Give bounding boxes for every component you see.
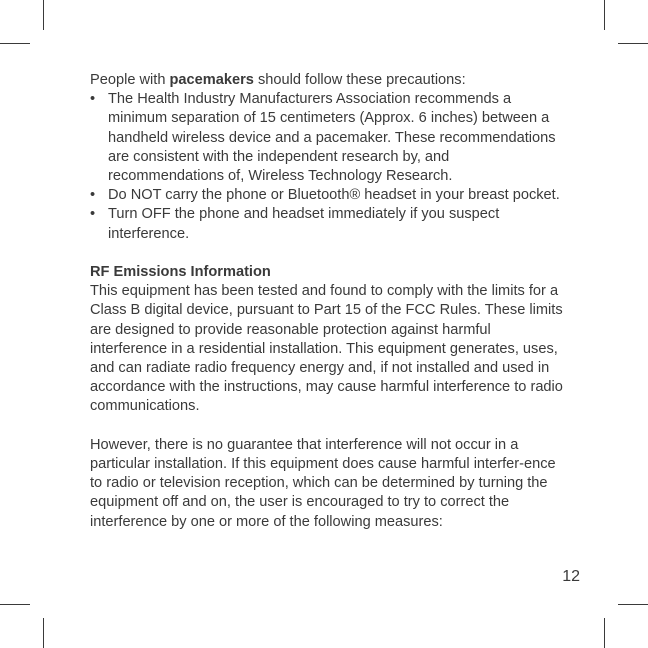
- crop-mark-bottom-left-horizontal: [0, 604, 30, 605]
- list-item-text: Do NOT carry the phone or Bluetooth® headset in your breast pocket.: [108, 187, 560, 204]
- intro-bold-term: pacemakers: [169, 72, 254, 88]
- page-number: 12: [562, 568, 580, 585]
- rf-section-heading: RF Emissions Information: [90, 264, 271, 281]
- precautions-list: [90, 90, 568, 244]
- list-item: [90, 90, 568, 186]
- crop-mark-top-left-vertical: [43, 0, 44, 30]
- list-item: [90, 186, 568, 205]
- crop-mark-bottom-right-vertical: [604, 618, 605, 648]
- crop-mark-top-right-horizontal: [618, 43, 648, 44]
- crop-mark-top-left-horizontal: [0, 43, 30, 44]
- crop-mark-bottom-right-horizontal: [618, 604, 648, 605]
- list-item-text: The Health Industry Manufacturers Association recommends a minimum separation of 15 centimeters (Approx. 6 inches) between a handheld wireless device and a pacemaker. These recommendations are consistent with the independent research by, and recommendations of, Wireless Technology Research.: [108, 91, 556, 185]
- intro-suffix: should follow these precautions:: [253, 72, 466, 88]
- bullet-icon: •: [90, 206, 96, 223]
- crop-mark-top-right-vertical: [604, 0, 605, 30]
- rf-paragraph-1: This equipment has been tested and found to comply with the limits for a Class B digital device, pursuant to Part 15 of the FCC Rules. These limits are designed to provide reasonable protection against harmful interference in a residential installation. This equipment generates, uses, and can radiate radio frequency energy and, if not installed and used in accordance with the instructions, may cause harmful interference to radio communications.: [90, 283, 563, 415]
- crop-mark-bottom-left-vertical: [43, 618, 44, 648]
- bullet-icon: •: [90, 91, 96, 108]
- bullet-icon: •: [90, 187, 96, 204]
- intro-prefix: People with: [90, 72, 170, 88]
- list-item-text: Turn OFF the phone and headset immediately if you suspect interference.: [108, 206, 500, 242]
- list-item: [90, 205, 568, 243]
- intro-line: [90, 71, 568, 90]
- rf-paragraph-2: However, there is no guarantee that interference will not occur in a particular installation. If this equipment does cause harmful interfer-ence to radio or television reception, which can be determined by turning the equipment off and on, the user is encouraged to try to correct the interference by one or more of the following measures:: [90, 436, 556, 530]
- page-content: [90, 71, 568, 532]
